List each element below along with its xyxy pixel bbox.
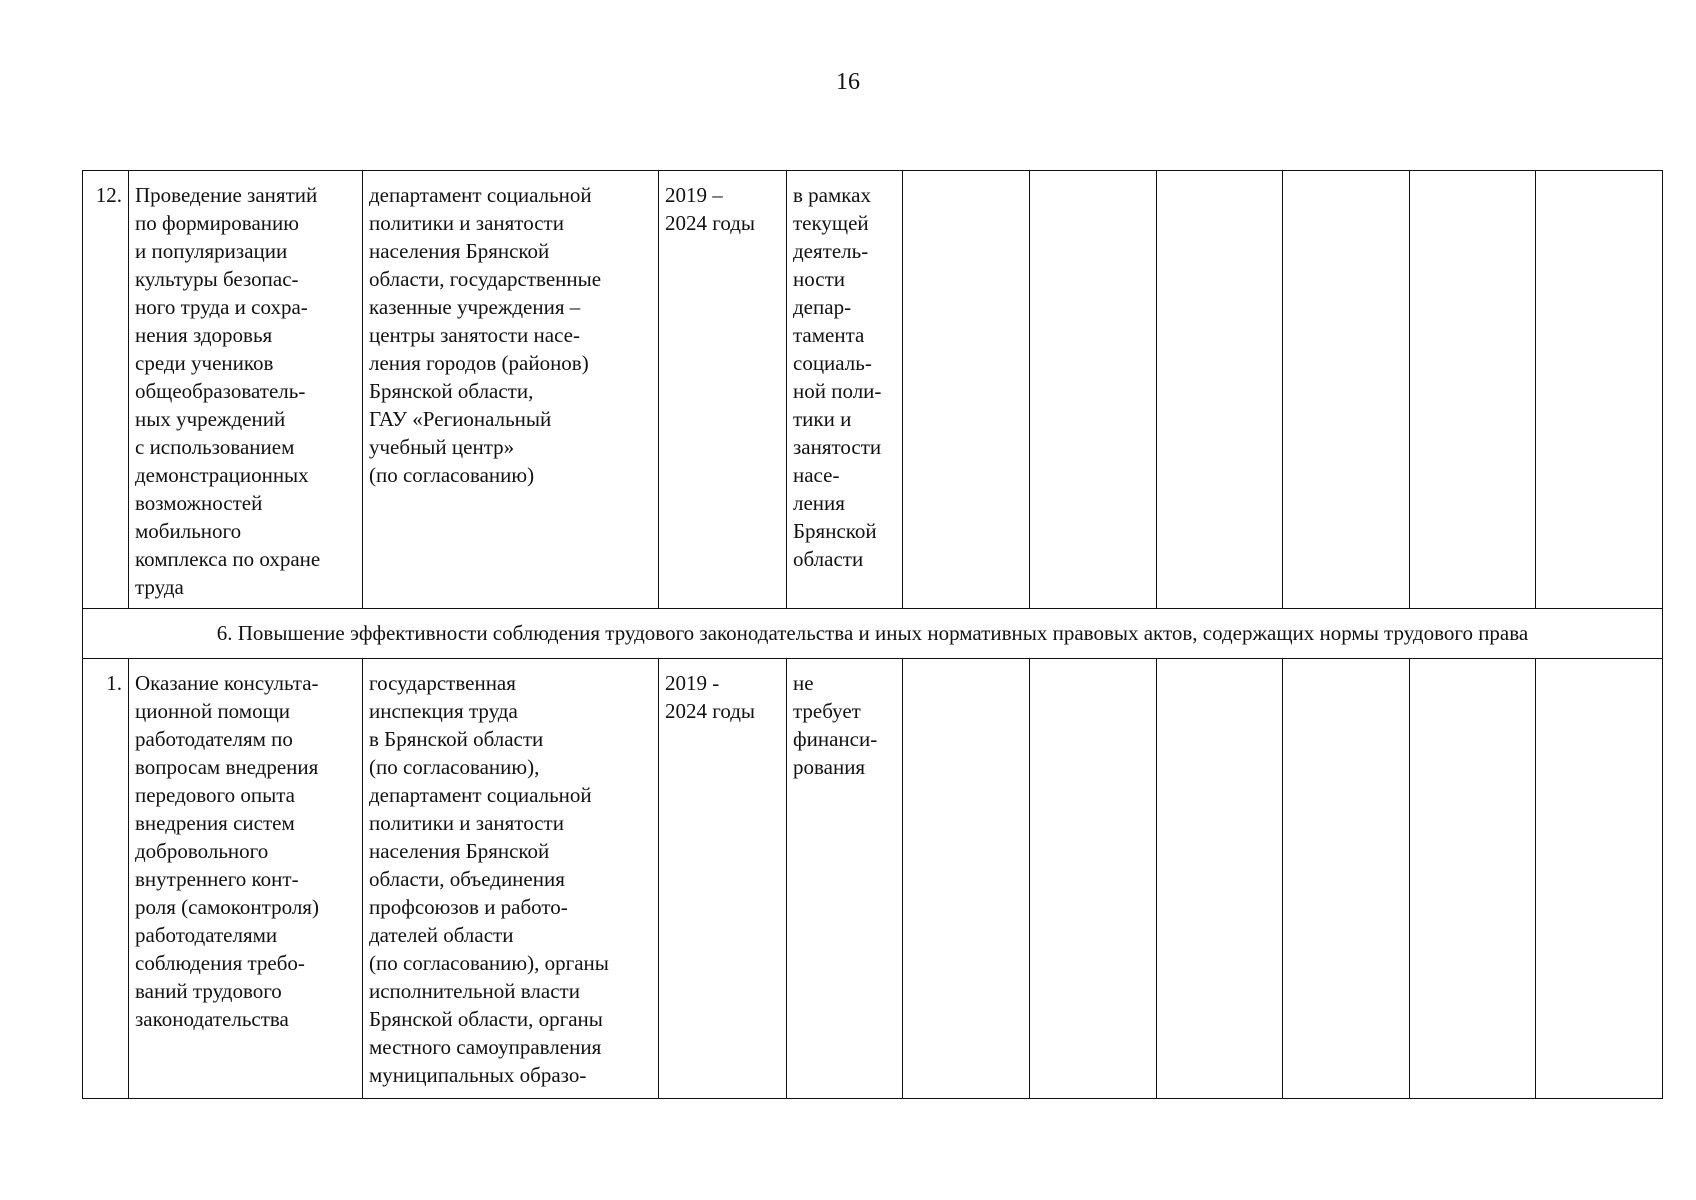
empty-cell xyxy=(1157,659,1283,1099)
section-row xyxy=(83,609,1663,659)
activity-cell: Проведение занятий по формированию и популяризации культуры безопас- ного труда и сохра- нения здоровья среди учеников общеобразователь- ных учреждений с использованием демонстрационных возможностей мобильного комплекса по охране труда xyxy=(129,171,363,609)
empty-cell xyxy=(1283,659,1410,1099)
executors-cell: государственная инспекция труда в Брянской области (по согласованию), департамент социальной политики и занятости населения Брянской области, объединения профсоюзов и работо- дателей области (по согласованию), органы исполнительной власти Брянской области, органы местного самоуправления муниципальных образо- xyxy=(363,659,659,1099)
empty-cell xyxy=(1410,659,1536,1099)
financing-cell: не требует финанси- рования xyxy=(787,659,903,1099)
empty-cell xyxy=(1030,171,1157,609)
row-number: 1. xyxy=(83,659,129,1099)
empty-cell xyxy=(1536,659,1663,1099)
activity-cell: Оказание консульта- ционной помощи работодателям по вопросам внедрения передового опыта внедрения систем добровольного внутреннего конт- роля (самоконтроля) работодателями соблюдения требо- ваний трудового законодательства xyxy=(129,659,363,1099)
empty-cell xyxy=(903,659,1030,1099)
empty-cell xyxy=(1157,171,1283,609)
page-number: 16 xyxy=(836,69,860,95)
financing-cell: в рамках текущей деятель- ности депар- тамента социаль- ной поли- тики и занятости насе- ления Брянской области xyxy=(787,171,903,609)
empty-cell xyxy=(1283,171,1410,609)
empty-cell xyxy=(1410,171,1536,609)
empty-cell xyxy=(1030,659,1157,1099)
empty-cell xyxy=(1536,171,1663,609)
period-cell: 2019 - 2024 годы xyxy=(659,659,787,1099)
section-heading: 6. Повышение эффективности соблюдения трудового законодательства и иных нормативных правовых актов, содержащих нормы трудового права xyxy=(83,609,1663,659)
table-row xyxy=(83,171,1663,609)
executors-cell: департамент социальной политики и занятости населения Брянской области, государственные казенные учреждения – центры занятости насе- ления городов (районов) Брянской области, ГАУ «Региональный учебный центр» (по согласованию) xyxy=(363,171,659,609)
empty-cell xyxy=(903,171,1030,609)
table-row xyxy=(83,659,1663,1099)
period-cell: 2019 – 2024 годы xyxy=(659,171,787,609)
row-number: 12. xyxy=(83,171,129,609)
action-plan-table xyxy=(82,170,1663,1099)
